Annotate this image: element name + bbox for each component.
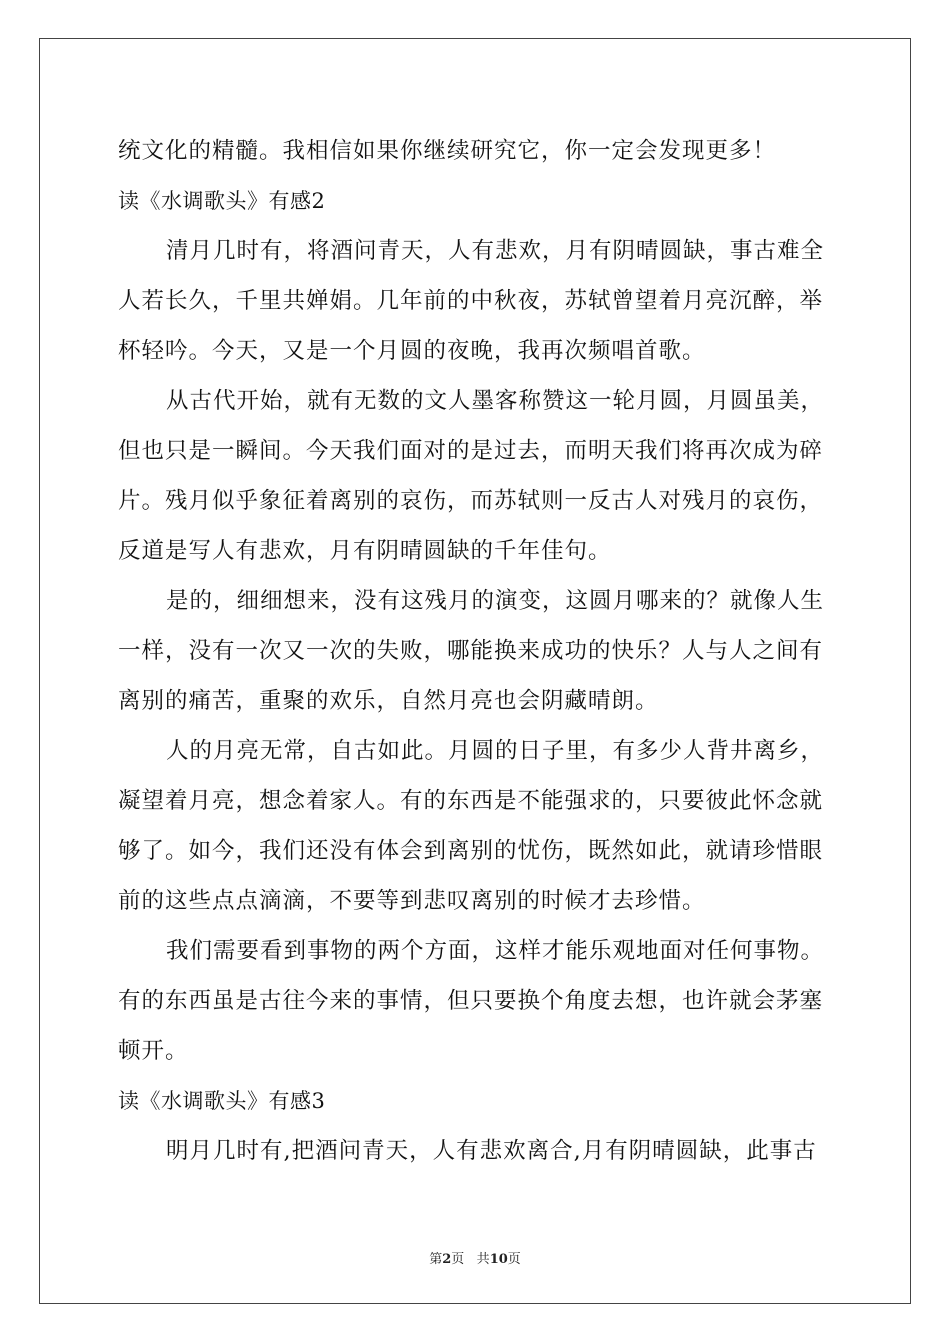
text-line: 统文化的精髓。我相信如果你继续研究它，你一定会发现更多！	[118, 138, 777, 164]
page-footer	[0, 1248, 950, 1267]
text-line: 凝望着月亮，想念着家人。有的东西是不能强求的，只要彼此怀念就	[118, 788, 824, 814]
total-prefix: 共	[476, 1252, 490, 1267]
document-body	[118, 126, 838, 1176]
text-line: 我们需要看到事物的两个方面，这样才能乐观地面对任何事物。	[166, 938, 825, 964]
text-line: 是的，细细想来，没有这残月的演变，这圆月哪来的？就像人生	[166, 588, 825, 614]
page-prefix: 第	[429, 1252, 443, 1267]
text-line: 杯轻吟。今天，又是一个月圆的夜晚，我再次频唱首歌。	[118, 338, 706, 364]
total-suffix: 页	[507, 1252, 521, 1267]
text-line: 明月几时有,把酒问青天，人有悲欢离合,月有阴晴圆缺，此事古	[166, 1138, 817, 1164]
text-line: 一样，没有一次又一次的失败，哪能换来成功的快乐？人与人之间有	[118, 638, 824, 664]
page-number: 2	[442, 1252, 452, 1267]
section-heading: 读《水调歌头》有感3	[118, 1089, 326, 1113]
text-line: 顿开。	[118, 1038, 189, 1064]
text-line: 片。残月似乎象征着离别的哀伤，而苏轼则一反古人对残月的哀伤，	[118, 488, 824, 514]
text-line: 有的东西虽是古往今来的事情，但只要换个角度去想，也许就会茅塞	[118, 988, 824, 1014]
page-suffix: 页	[451, 1252, 465, 1267]
text-line: 但也只是一瞬间。今天我们面对的是过去，而明天我们将再次成为碎	[118, 438, 824, 464]
text-line: 清月几时有，将酒问青天，人有悲欢，月有阴晴圆缺，事古难全	[166, 238, 825, 264]
text-line: 人若长久，千里共婵娟。几年前的中秋夜，苏轼曾望着月亮沉醉，举	[118, 288, 824, 314]
text-line: 够了。如今，我们还没有体会到离别的忧伤，既然如此，就请珍惜眼	[118, 838, 824, 864]
total-pages: 10	[489, 1252, 508, 1267]
text-line: 反道是写人有悲欢，月有阴晴圆缺的千年佳句。	[118, 538, 612, 564]
text-line: 前的这些点点滴滴，不要等到悲叹离别的时候才去珍惜。	[118, 888, 706, 914]
section-heading: 读《水调歌头》有感2	[118, 189, 326, 213]
text-line: 人的月亮无常，自古如此。月圆的日子里，有多少人背井离乡，	[166, 738, 825, 764]
text-line: 从古代开始，就有无数的文人墨客称赞这一轮月圆，月圆虽美，	[166, 388, 825, 414]
text-line: 离别的痛苦，重聚的欢乐，自然月亮也会阴藏晴朗。	[118, 688, 659, 714]
